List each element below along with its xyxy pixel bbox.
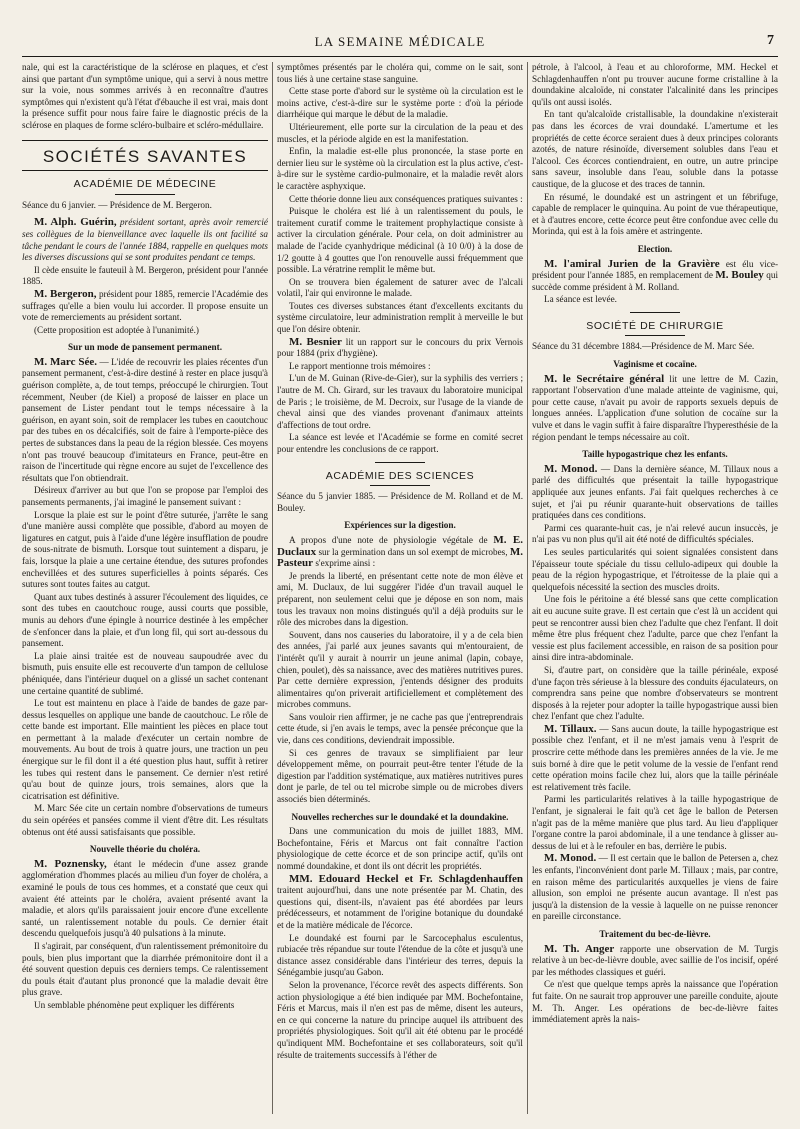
paragraph: Lorsque la plaie est sur le point d'être suturée, j'arrête le sang d'une manière aussi complète que possible, d'abord au moyen de ligatures en catgut, puis à l'aide d'une légère insufflation de poudre de sous-nitrate de bismuth. Lorsque tout suintement a disparu, je fais, lorsque la plaie a une certaine étendue, des sutures profondes enchevillées et des sutures superficielles à points séparés. Ces sutures sont toutes faites au catgut. bbox=[22, 509, 268, 590]
subheading: Expériences sur la digestion. bbox=[344, 520, 456, 531]
academy-heading: ACADÉMIE DES SCIENCES bbox=[325, 469, 475, 482]
speaker-name: M. Tillaux. bbox=[544, 722, 597, 735]
speaker-text: qui succède comme président à M. Rolland. bbox=[532, 270, 778, 292]
speaker-text: est élu vice-président pour l'année 1885, en remplacement de bbox=[532, 258, 778, 281]
intro-text: A propos d'une note de physiologie végétale de bbox=[289, 534, 488, 545]
paragraph: En résumé, le doundaké est un astringent et un fébrifuge, capable de remplacer le quinquina. Au point de vue thérapeutique, et à d'autres encore, cette écorce peut être confondue avec celle du Morinda, qui est à la fois amère et astringente. bbox=[532, 191, 778, 237]
heading-rule bbox=[115, 194, 175, 195]
paragraph: Puisque le choléra est lié à un ralentissement du pouls, le traitement curatif comme le traitement prophylactique consiste à activer la circulation générale. Pour cela, on doit administrer au malade de l'acide cyanhydrique médicinal (à 10 0/0) à la dose de 1/2 goutte à 4 gouttes que l'on renouvelle aussi fréquemment que possible. La vératrine remplit le même but. bbox=[277, 206, 523, 275]
speaker-name: M. Marc Sée. bbox=[34, 355, 98, 368]
paragraph: Un semblable phénomène peut expliquer les différents bbox=[34, 999, 235, 1010]
column-middle bbox=[277, 62, 523, 1114]
paragraph: Cette stase porte d'abord sur le système où la circulation est le moins active, c'est-à-dire sur le système porte : d'où la période diarrhéique qui marque le début de la maladie. bbox=[277, 86, 523, 120]
subheading: Election. bbox=[637, 243, 673, 254]
paragraph: Il cède ensuite le fauteuil à M. Bergeron, président pour l'année 1885. bbox=[22, 264, 268, 287]
paragraph bbox=[532, 374, 778, 444]
paragraph: Sans vouloir rien affirmer, je ne cache pas que j'entreprendrais cette étude, si j'en avais le temps, avec la pensée préconçue que la vie, dans ces conditions, deviendrait impossible. bbox=[277, 711, 523, 746]
speaker-text: président sortant, après avoir remercié ses collègues de la bienveillance avec laquelle ils ont facilité sa tâche pendant le cours de l'année 1884, rappelle en quelques mots les diverses discussions qui se sont produites pendant ce temps. bbox=[22, 217, 268, 263]
speaker-text: lit une lettre de M. Cazin, rapportant l'observation d'une malade atteinte de vaginisme, qui, pour cette cause, n'avait pu avoir de rapports sexuels depuis de longues années. L'application d'une solution de cocaïne sur la vulve et dans le vagin suffit à faire disparaître l'hyperesthésie de la région pendant le temps nécessaire au coït. bbox=[532, 373, 778, 442]
speaker-name: M. Bouley bbox=[715, 269, 764, 282]
paragraph: On se trouvera bien également de saturer avec de l'alcali volatil, l'air qui environne le malade. bbox=[277, 276, 523, 299]
subheading: Taille hypogastrique chez les enfants. bbox=[582, 449, 728, 460]
paragraph bbox=[277, 535, 523, 570]
subheading: Sur un mode de pansement permanent. bbox=[68, 342, 222, 353]
paragraph: La plaie ainsi traitée est de nouveau saupoudrée avec du bismuth, puis ensuite elle est recouverte d'un tampon de cellulose phéniquée, dans l'intérieur duquel on a glissé un sachet contenant une certaine quantité de sublimé. bbox=[22, 650, 268, 696]
paragraph bbox=[277, 337, 523, 360]
paragraph: Ultérieurement, elle porte sur la circulation de la peau et des muscles, et la période algide en est la manifestation. bbox=[277, 121, 523, 144]
session-line: Séance du 5 janvier 1885. — Présidence de M. Rolland et de M. Bouley. bbox=[277, 491, 523, 513]
paragraph: symptômes présentés par le choléra qui, comme on le sait, sont tous liés à une certaine stase sanguine. bbox=[277, 62, 523, 84]
journal-title: LA SEMAINE MÉDICALE bbox=[314, 34, 486, 49]
paragraph: Le doundaké est fourni par le Sarcocephalus esculentus, rubiacée très répandue sur toute l'étendue de la côte et jusqu'à une distance assez considérable dans l'intérieur des terres, depuis la Sénégambie jusqu'au Gabon. bbox=[277, 932, 523, 978]
session-line: Séance du 31 décembre 1884.—Présidence de M. Marc Sée. bbox=[532, 341, 755, 352]
paragraph bbox=[22, 217, 268, 263]
header-rule bbox=[22, 56, 778, 57]
paragraph: La séance est levée. bbox=[544, 294, 617, 305]
paragraph: Si, d'autre part, on considère que la taille périnéale, exposé d'une façon très sérieuse à la blessure des conduits éjaculateurs, on comprendra sans peine que nombre d'observateurs se montrent disposés à la rejeter pour adopter la taille hypogastrique aussi bien chez l'enfant que chez l'adulte. bbox=[532, 664, 778, 722]
speaker-name: M. Alph. Guérin, bbox=[34, 216, 117, 229]
paragraph: L'un de M. Guinan (Rive-de-Gier), sur la syphilis des verriers ; l'autre de M. Ch. Girard, sur les travaux du laboratoire municipal de Paris ; le troisième, de M. Decroix, sur l'usage de la viande de cheval ainsi que des viandes provenant d'animaux atteints d'affections de tout ordre. bbox=[277, 373, 523, 430]
paragraph: M. Marc Sée cite un certain nombre d'observations de tumeurs du sein opérées et pansées comme il vient d'être dit. Les résultats obtenus ont été aussi satisfaisants que possible. bbox=[22, 803, 268, 837]
column-divider bbox=[272, 62, 273, 1114]
paragraph: Je prends la liberté, en présentant cette note de mon élève et ami, M. Duclaux, de lui suggérer l'idée d'un travail auquel le préparent, non seulement celui que je dépose en son nom, mais tous les travaux non moins distingués qu'il a déjà produits sur le rôle des microbes dans la digestion. bbox=[277, 570, 523, 628]
speaker-name: M. Monod. bbox=[544, 462, 598, 475]
paragraph: Désireux d'arriver au but que l'on se propose par l'emploi des pansements permanents, j'ai imaginé le pansement suivant : bbox=[22, 485, 268, 507]
speaker-text: traitent aujourd'hui, dans une note présentée par M. Chatin, des questions qui, disent-ils, n'avaient pas été abordées par leurs prédécesseurs, et notamment de l'origine botanique du doundaké et de la matière médicale de l'écorce. bbox=[277, 885, 523, 930]
paragraph: Enfin, la maladie est-elle plus prononcée, la stase porte en dernier lieu sur le système où la circulation est la plus active, c'est-à-dire sur le système cardio-pulmonaire, et la maladie revêt alors le caractère asphyxique. bbox=[277, 146, 523, 191]
session-line: Séance du 6 janvier. — Présidence de M. Bergeron. bbox=[22, 199, 212, 210]
paragraph: Ce n'est que quelque temps après la naissance que l'opération fut faite. On ne saurait trop approuver une pareille conduite, ajoute M. Th. Anger. Les opérations de bec-de-lièvre faites immédiatement après la nais- bbox=[532, 979, 778, 1025]
paragraph: Il s'agirait, par conséquent, d'un ralentissement prémonitoire du pouls, bien plus important que la diarrhée prémonitoire dont il a été souvent question depuis ces derniers temps. Ce ralentissement du pouls était d'autant plus prononcé que la maladie devait être plus grave. bbox=[22, 940, 268, 998]
speaker-name: M. Bergeron, bbox=[34, 287, 97, 300]
column-divider bbox=[527, 62, 528, 1114]
speaker-name: M. Pasteur bbox=[277, 545, 523, 570]
section-separator bbox=[630, 312, 680, 313]
paragraph bbox=[277, 874, 523, 932]
paragraph: Dans une communication du mois de juillet 1883, MM. Bochefontaine, Féris et Marcus ont fait connaître l'action physiologique de cette écorce et de son principe actif, qu'ils ont nommé doundakine, et dont ils ont décrit les propriétés. bbox=[277, 826, 523, 871]
academy-heading: ACADÉMIE DE MÉDECINE bbox=[73, 178, 217, 191]
page-number: 7 bbox=[767, 33, 774, 48]
subheading: Traitement du bec-de-lièvre. bbox=[599, 928, 711, 939]
column-right bbox=[532, 62, 778, 1114]
paragraph: Toutes ces diverses substances étant d'excellents excitants du système circulatoire, leur administration remplit à merveille le but que l'on désire obtenir. bbox=[277, 300, 523, 335]
speaker-name: M. Th. Anger bbox=[544, 942, 615, 955]
paragraph: Cette théorie donne lieu aux conséquences pratiques suivantes : bbox=[289, 193, 523, 204]
section-separator bbox=[375, 462, 425, 463]
paragraph: Parmi ces quarante-huit cas, je n'ai relevé aucun insuccès, je n'ai pas vu non plus qu'il ait été noté de difficultés spéciales. bbox=[532, 522, 778, 545]
paragraph bbox=[532, 724, 778, 794]
society-heading: SOCIÉTÉ DE CHIRURGIE bbox=[586, 319, 724, 332]
speaker-name: MM. Edouard Heckel et Fr. Schlagdenhauffen bbox=[289, 872, 523, 885]
paragraph bbox=[22, 289, 268, 324]
speaker-name: M. le Secrétaire général bbox=[544, 372, 665, 385]
speaker-text: — Il est certain que le ballon de Petersen a, chez les enfants, l'inconvénient dont parle M. Tillaux ; mais, par contre, en raison même des particularités auxquelles je viens de faire allusion, son emploi ne présente aucun avantage. Il n'est pas jusqu'à la distension de la vessie à laquelle on ne puisse renoncer en pareille circonstance. bbox=[532, 853, 778, 922]
speaker-text: — Dans la dernière séance, M. Tillaux nous a parlé des difficultés que présentait la taille hypogastrique appliquée aux jeunes enfants. J'ai fait quelques recherches à ce sujet, et j'ai pu réunir quarante-huit observations de tailles pratiquées dans ces conditions. bbox=[532, 463, 778, 521]
paragraph: Souvent, dans nos causeries du laboratoire, il y a de cela bien des années, j'ai parlé aux jeunes savants qui m'entouraient, de l'intérêt qu'il y aurait à nourrir un jeune animal (lapin, cobaye, chien, poulet), dès sa naissance, avec des matières nutritives pures. Par cette dernière expression, j'entends désigner des produits alimentaires qu'on priverait artificiellement et complètement des microbes communs. bbox=[277, 629, 523, 710]
paragraph: (Cette proposition est adoptée à l'unanimité.) bbox=[34, 324, 199, 335]
speaker-text: — L'idée de recouvrir les plaies récentes d'un pansement permanent, c'est-à-dire destiné à rester en place jusqu'à guérison complète, a, de tout temps, préoccupé le chirurgien. Tout récemment, Neuber (de Kiel) a proposé de laisser en place un pansement de Lister pendant tout le temps nécessaire à la guérison, en ayant soin, soit de remplacer les tubes en caoutchouc par des tubes en os décalcifiés, soit de faire à l'emporte-pièce des pertes de substances dans la peau de la région blessée. Ces moyens n'ont pas trouvé beaucoup d'imitateurs en France, peut-être en raison de l'incertitude qui règne encore au sujet de l'excellence des résultats que l'on obtiendrait. bbox=[22, 356, 268, 483]
paragraph: Selon la provenance, l'écorce revêt des aspects différents. Son action physiologique a été bien indiquée par MM. Bochefontaine, Féris et Marcus, mais il n'en est pas de même, disent les auteurs, en ce qui concerne la nature du principe auquel ils attribuent des propriétés physiologiques. Soit qu'il ait été obtenu par le procédé qu'indiquent MM. Bochefontaine et ses collaborateurs, soit qu'il résulte de traitements successifs à l'éther de bbox=[277, 979, 523, 1060]
paragraph bbox=[22, 357, 268, 485]
paragraph: Le rapport mentionne trois mémoires : bbox=[289, 360, 431, 371]
speaker-name: M. Poznensky, bbox=[34, 857, 107, 870]
heading-rule bbox=[625, 335, 685, 336]
paragraph: Si ces genres de travaux se simplifiaient par leur développement même, on pourrait peut-être tenter l'étude de la digestion par l'addition systématique, aux matières nutritives pures dont je parle, de tel ou tel microbe simple ou de microbes divers associés bien déterminés. bbox=[277, 747, 523, 805]
running-header bbox=[22, 34, 778, 54]
subheading: Nouvelles recherches sur le doundaké et la doundakine. bbox=[291, 811, 509, 822]
speaker-text: rapporte une observation de M. Turgis relative à un bec-de-lièvre double, avec saillie de l'os incisif, opéré par les méthodes classiques et guéri. bbox=[532, 943, 778, 977]
subheading: Vaginisme et cocaïne. bbox=[613, 359, 697, 370]
paragraph: Quant aux tubes destinés à assurer l'écoulement des liquides, ce sont des tubes en caoutchouc rouge, aussi courts que possible, munis au dehors d'une épingle à nourrice destinée à les empêcher de s'enfoncer dans la plaie, et d'un long fil, qui sort au-dessous du pansement. bbox=[22, 591, 268, 649]
paragraph: nale, qui est la caractéristique de la sclérose en plaques, et c'est ainsi que partant d'un symptôme unique, qui a servi à nous mettre sur la voie, nous sommes arrivés à en reconnaître d'autres symptômes qui n'existent qu'à l'état d'ébauche il est vrai, mais dont la présence suffit pour nous faire faire le diagnostic précis de la sclérose en plaques de forme scléro-bulbaire et scléro-médullaire. bbox=[22, 62, 268, 130]
heading-rule bbox=[370, 485, 430, 486]
paragraph: Le tout est maintenu en place à l'aide de bandes de gaze par-dessus lesquelles on applique une bande de caoutchouc. Le rôle de cette bande est important. Elle maintient les pièces en place tout en permettant à la malade d'exécuter un certain nombre de mouvements. Au bout de trois à quatre jours, une traction un peu énergique sur le fil dont il a été question plus haut, suffit à retirer les tubes qui restent dans le pansement. Ce dernier n'est retiré qu'au bout de quinze jours, trois semaines, alors que la cicatrisation est définitive. bbox=[22, 698, 268, 801]
subheading: Nouvelle théorie du choléra. bbox=[89, 844, 201, 855]
paragraph: pétrole, à l'alcool, à l'eau et au chloroforme, MM. Heckel et Schlagdenhauffen n'ont pu trouver aucune forme cristalline à la doundakine alcaloïde, ni constater l'alcalinité dans les principes qu'ils ont aussi isolés. bbox=[532, 62, 778, 107]
speaker-text: — Sans aucun doute, la taille hypogastrique est possible chez l'enfant, et il ne m'est jamais venu à l'esprit de proscrire cette méthode dans les premières années de la vie. Je me suis borné à dire que le petit volume de la vessie de l'enfant rend cette opération moins facile chez lui, alors que la taille périnéale est relativement très facile. bbox=[532, 723, 778, 792]
paragraph: La séance est levée et l'Académie se forme en comité secret pour entendre les conclusions de ce rapport. bbox=[277, 432, 523, 454]
paragraph: Une fois le péritoine a été blessé sans que cette complication ait eu aucune suite grave. Il est certain que c'est là un accident qui peut se rencontrer aussi bien chez l'adulte que chez l'enfant. Il doit même être plus fréquent chez l'adulte, parce que chez l'enfant la vessie est plus facilement accessible, en raison de sa position pour ainsi dire intra-abdominale. bbox=[532, 594, 778, 663]
speaker-name: M. Monod. bbox=[544, 852, 597, 865]
speaker-text: président pour 1885, remercie l'Académie des suffrages qu'elle a bien voulu lui accorder. Il propose ensuite un vote de remerciements au président sortant. bbox=[22, 288, 268, 323]
speaker-text: sur la germination dans un sol exempt de microbes, bbox=[318, 546, 508, 557]
speaker-text: étant le médecin d'une assez grande agglomération d'hommes placés au milieu d'un foyer de choléra, a examiné le pouls de tous ces hommes, et a constaté que ceux qui avaient été atteints par le choléra, avaient présenté avant la maladie, et alors qu'ils paraissaient jouir encore d'une excellente santé, un ralentissement notable du pouls. Ce dernier était descendu quelquefois jusqu'à 40 pulsations à la minute. bbox=[22, 858, 268, 939]
paragraph: Parmi les particularités relatives à la taille hypogastrique de l'enfant, je signalerai le fait qu'à cet âge le ballon de Petersen n'agit pas de la même manière que plus tard. Au lieu d'appliquer l'organe contre la paroi abdominale, il a une tendance à glisser au-dessus de lui et à le refouler en bas, derrière le pubis. bbox=[532, 794, 778, 851]
paragraph: Les seules particularités qui soient signalées consistent dans l'épaisseur toute spéciale du tissu cellulo-adipeux qui double la peau de la région hypogastrique, et l'étroitesse de la plaie qui a quelquefois nécessité la section des muscles droits. bbox=[532, 546, 778, 592]
speaker-name: M. Besnier bbox=[289, 335, 342, 348]
paragraph bbox=[532, 944, 778, 979]
speaker-name: M. E. Duclaux bbox=[277, 533, 523, 558]
paragraph bbox=[22, 859, 268, 940]
section-title-societes-savantes: SOCIÉTÉS SAVANTES bbox=[22, 140, 268, 172]
paragraph: En tant qu'alcaloïde cristallisable, la doundakine n'existerait pas dans les écorces de vrai doundaké. L'amertume et les propriétés de cette écorce seraient dues à deux principes colorants azotés, de nature résinoïde, diversement solubles dans l'eau et l'alcool. Ces écorces contiendraient, en outre, un autre principe sans saveur, insoluble dans l'eau, soluble dans la potasse caustique, de la glucose et des traces de tannin. bbox=[532, 109, 778, 189]
paragraph bbox=[532, 259, 778, 294]
column-left bbox=[22, 62, 268, 1114]
paragraph bbox=[532, 853, 778, 923]
speaker-text: s'exprime ainsi : bbox=[315, 558, 376, 569]
speaker-text: lit un rapport sur le concours du prix Vernois pour 1884 (prix d'hygiène). bbox=[277, 336, 523, 359]
speaker-name: M. l'amiral Jurien de la Gravière bbox=[544, 257, 720, 270]
paragraph bbox=[532, 464, 778, 522]
